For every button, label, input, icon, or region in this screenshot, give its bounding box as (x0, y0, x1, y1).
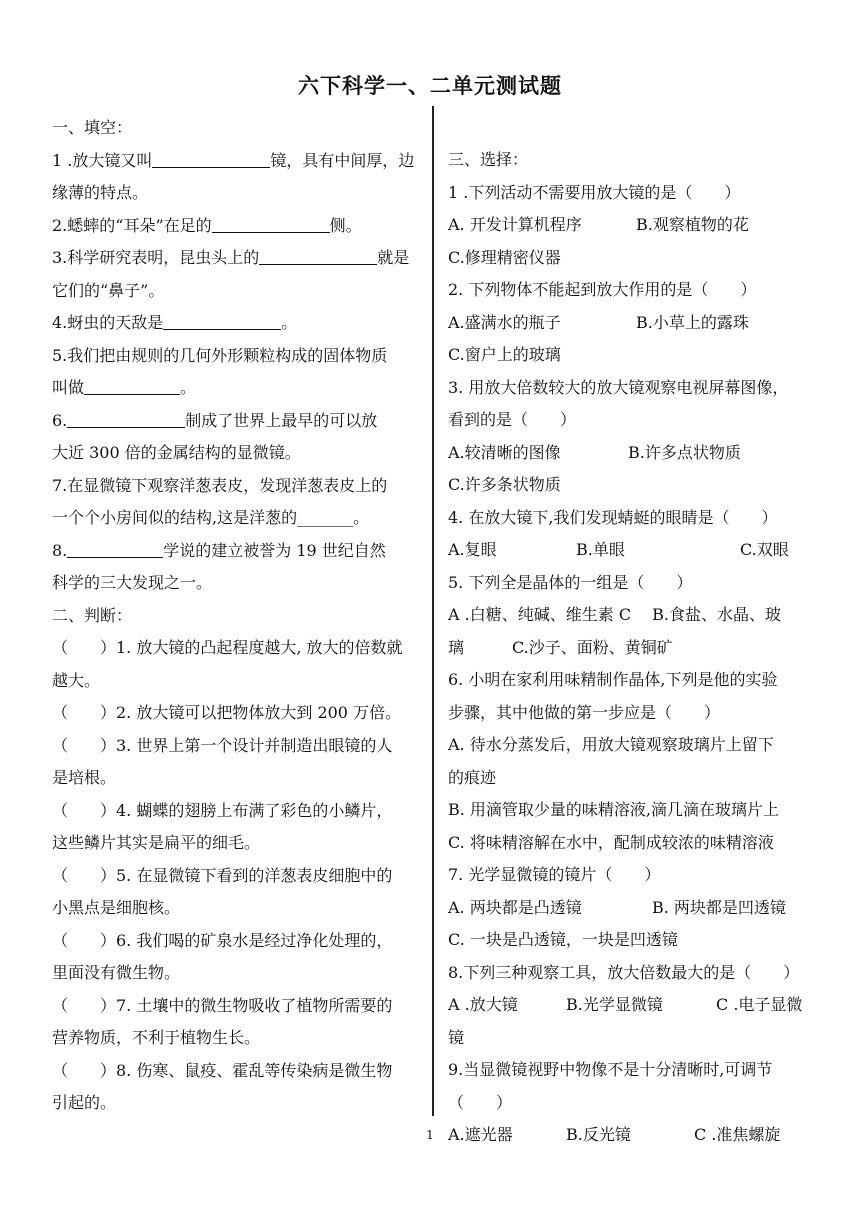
choice-q3-line2: 看到的是（ ） (448, 410, 577, 429)
judge-q7-line1: （ ）7. 土壤中的微生物吸收了植物所需要的 (52, 995, 393, 1015)
judge-q1-line1: （ ）1. 放大镜的凸起程度越大, 放大的倍数就 (52, 638, 403, 657)
option-a[interactable]: A.复眼 (448, 540, 497, 559)
judge-q6-line1: （ ）6. 我们喝的矿泉水是经过净化处理的， (52, 930, 393, 950)
judge-q8-line2: 引起的。 (52, 1093, 117, 1112)
judge-q8-line1: （ ）8. 伤寒、鼠疫、霍乱等传染病是微生物 (52, 1060, 393, 1080)
choice-q7-options (448, 892, 814, 925)
fill-q3-line2: 它们的“鼻子”。 (52, 280, 165, 300)
left-column (52, 112, 418, 1120)
judge-q5-line1: （ ）5. 在显微镜下看到的洋葱表皮细胞中的 (52, 865, 393, 885)
fill-q5-line1: 5.我们把由规则的几何外形颗粒构成的固体物质 (52, 345, 388, 365)
judge-q2: （ ）2. 放大镜可以把物体放大到 200 万倍。 (52, 703, 402, 722)
fill-q7-line2: 一个个小房间似的结构,这是洋葱的_______。 (52, 508, 370, 527)
answer-blank[interactable] (212, 214, 330, 233)
option-b[interactable]: B.光学显微镜 (566, 995, 663, 1014)
judge-q3-line2: 是培根。 (52, 768, 117, 787)
column-divider (432, 106, 434, 1116)
choice-q1-options (448, 209, 814, 242)
choice-q5-options-line2[interactable]: 璃 C.沙子、面粉、黄铜矿 (448, 637, 673, 657)
judge-q5-line2: 小黑点是细胞核。 (52, 898, 181, 917)
fill-q4: 4.蚜虫的天敌是 。 (52, 313, 298, 332)
option-c[interactable]: C .准焦螺旋 (694, 1125, 781, 1144)
page-number: 1 (426, 1128, 434, 1142)
judge-q4-line2: 这些鳞片其实是扁平的细毛。 (52, 833, 261, 852)
page-title: 六下科学一、二单元测试题 (298, 73, 562, 98)
option-b[interactable]: B.观察植物的花 (636, 215, 749, 234)
option-b[interactable]: B. 两块都是凹透镜 (652, 897, 786, 917)
option-c[interactable]: C. 一块是凸透镜，一块是凹透镜 (448, 930, 678, 949)
fill-q1-line1: 1 .放大镜又叫 镜，具有中间厚，边 (52, 150, 415, 170)
option-b[interactable]: B. 用滴管取少量的味精溶液,滴几滴在玻璃片上 (448, 800, 780, 819)
option-b[interactable]: B.单眼 (576, 540, 625, 559)
fill-q6-line2: 大近 300 倍的金属结构的显微镜。 (52, 443, 301, 462)
choice-q5-options-line1[interactable]: A .白糖、纯碱、维生素 C B.食盐、水晶、玻 (448, 605, 781, 624)
fill-q8-line2: 科学的三大发现之一。 (52, 573, 213, 592)
option-a[interactable]: A .放大镜 (448, 995, 518, 1014)
answer-blank[interactable] (152, 149, 270, 168)
choice-q9-bracket: （ ） (448, 1092, 513, 1112)
section-judge-heading: 二、判断： (52, 605, 133, 625)
choice-q6-line2: 步骤，其中他做的第一步应是（ ） (448, 702, 721, 722)
judge-q7-line2: 营养物质，不利于植物生长。 (52, 1028, 261, 1047)
option-a[interactable]: A. 待水分蒸发后，用放大镜观察玻璃片上留下 (448, 735, 774, 754)
fill-q6-line1: 6. 制成了世界上最早的可以放 (52, 410, 378, 430)
option-a[interactable]: A.遮光器 (448, 1125, 513, 1144)
judge-q4-line1: （ ）4. 蝴蝶的翅膀上布满了彩色的小鳞片， (52, 800, 393, 820)
choice-q7: 7. 光学显微镜的镜片（ ） (448, 865, 661, 884)
answer-blank[interactable] (67, 409, 185, 428)
option-b[interactable]: B.反光镜 (566, 1125, 631, 1144)
section-choice-heading: 三、选择： (448, 150, 529, 169)
answer-blank[interactable] (163, 311, 281, 330)
option-a[interactable]: A.较清晰的图像 (448, 442, 561, 462)
choice-q1: 1 .下列活动不需要用放大镜的是（ ） (448, 182, 741, 202)
choice-q5: 5. 下列全是晶体的一组是（ ） (448, 572, 693, 592)
judge-q6-line2: 里面没有微生物。 (52, 963, 181, 982)
option-c[interactable]: C.双眼 (740, 540, 789, 559)
option-b[interactable]: B.许多点状物质 (628, 442, 741, 462)
option-b[interactable]: B.小草上的露珠 (636, 312, 749, 332)
fill-q3-line1: 3.科学研究表明，昆虫头上的 就是 (52, 248, 410, 267)
section-fill-blank-heading: 一、填空： (52, 118, 133, 137)
option-a[interactable]: A.盛满水的瓶子 (448, 312, 561, 332)
option-c[interactable]: C.许多条状物质 (448, 475, 561, 494)
choice-q2: 2. 下列物体不能起到放大作用的是（ ） (448, 280, 757, 299)
choice-q3-line1: 3. 用放大倍数较大的放大镜观察电视屏幕图像， (448, 377, 789, 397)
option-a-continued[interactable]: 的痕迹 (448, 767, 497, 787)
choice-q8: 8.下列三种观察工具，放大倍数最大的是（ ） (448, 962, 800, 982)
option-c[interactable]: C.窗户上的玻璃 (448, 345, 561, 364)
choice-q4: 4. 在放大镜下,我们发现蜻蜓的眼睛是（ ） (448, 507, 778, 527)
fill-q5-line2: 叫做 。 (52, 378, 197, 397)
choice-q8-options (448, 989, 814, 1022)
fill-q1-line2: 缘薄的特点。 (52, 183, 149, 202)
option-c[interactable]: C.修理精密仪器 (448, 247, 561, 267)
judge-q1-line2: 越大。 (52, 670, 101, 690)
choice-q6-line1: 6. 小明在家利用味精制作晶体,下列是他的实验 (448, 670, 778, 689)
answer-blank[interactable] (259, 246, 377, 265)
fill-q8-line1: 8. 学说的建立被誉为 19 世纪自然 (52, 540, 386, 560)
option-c-continued[interactable]: 镜 (448, 1027, 465, 1047)
choice-q4-options (448, 534, 814, 567)
fill-q7-line1: 7.在显微镜下观察洋葱表皮，发现洋葱表皮上的 (52, 475, 388, 495)
choice-q9: 9.当显微镜视野中物像不是十分清晰时,可调节 (448, 1060, 773, 1079)
answer-blank[interactable] (84, 376, 180, 395)
option-c[interactable]: C .电子显微 (716, 995, 803, 1014)
answer-blank[interactable] (67, 539, 163, 558)
option-a[interactable]: A. 两块都是凸透镜 (448, 897, 582, 917)
option-c[interactable]: C. 将味精溶解在水中，配制成较浓的味精溶液 (448, 832, 774, 852)
judge-q3-line1: （ ）3. 世界上第一个设计并制造出眼镜的人 (52, 735, 393, 755)
option-a[interactable]: A. 开发计算机程序 (448, 215, 582, 234)
fill-q2: 2.蟋蟀的“耳朵”在足的 侧。 (52, 215, 362, 235)
right-column (448, 144, 814, 1152)
choice-q3-options (448, 437, 814, 470)
choice-q2-options (448, 307, 814, 340)
